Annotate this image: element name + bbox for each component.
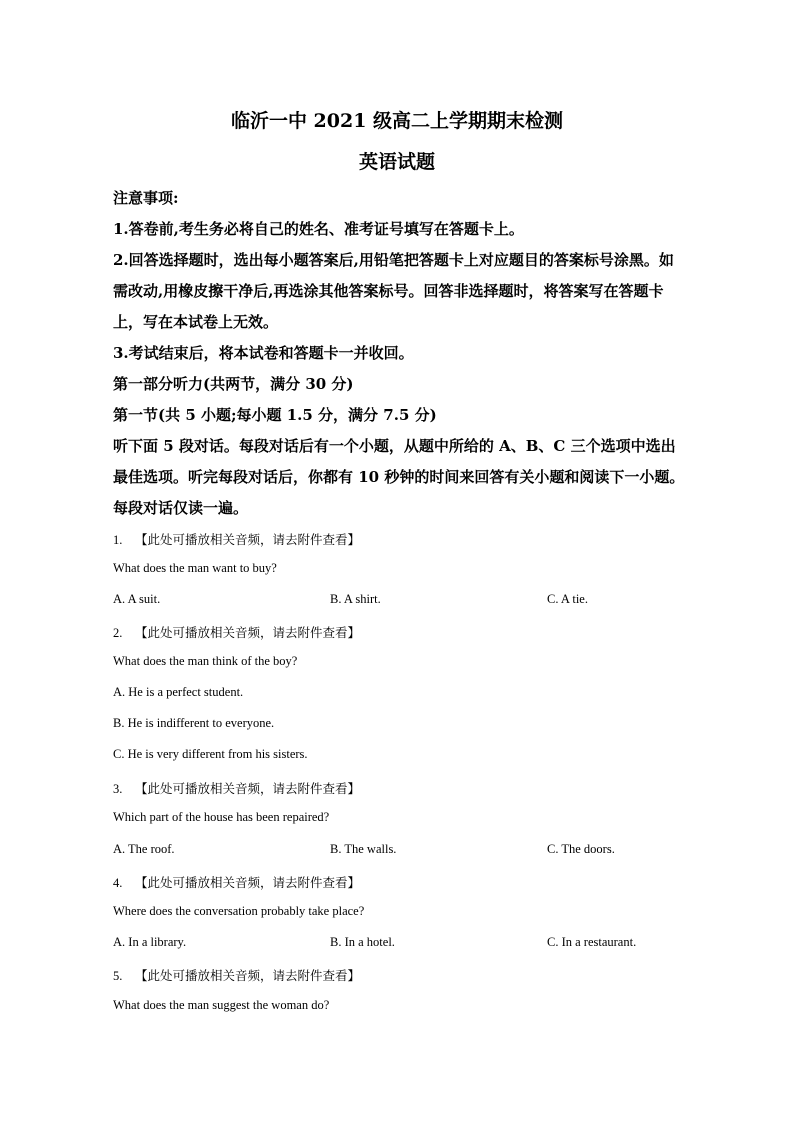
question-4-text: Where does the conversation probably take place?	[113, 904, 365, 918]
audio-placeholder: 【此处可播放相关音频，请去附件查看】	[135, 782, 361, 796]
question-1-option-a: A. A suit.	[113, 592, 161, 606]
question-4-option-b: B. In a hotel.	[330, 935, 395, 949]
question-number: 3.	[113, 782, 123, 796]
notice-line: 2.回答选择题时，选出每小题答案后,用铅笔把答题卡上对应题目的答案标号涂黑。如	[113, 251, 674, 269]
question-3-option-b: B. The walls.	[330, 842, 397, 856]
audio-placeholder: 【此处可播放相关音频，请去附件查看】	[135, 533, 361, 547]
question-4-audio[interactable]	[113, 873, 360, 891]
instruction-line: 每段对话仅读一遍。	[113, 499, 249, 517]
instruction-line: 听下面 5 段对话。每段对话后有一个小题，从题中所给的 A、B、C 三个选项中选出	[113, 437, 676, 455]
subsection-heading: 第一节(共 5 小题;每小题 1.5 分，满分 7.5 分)	[113, 406, 437, 424]
question-5-audio[interactable]	[113, 966, 360, 984]
question-4-option-c: C. In a restaurant.	[547, 935, 637, 949]
notice-section	[113, 183, 713, 524]
question-5-text: What does the man suggest the woman do?	[113, 998, 330, 1012]
question-2-audio[interactable]	[113, 623, 360, 641]
notice-line: 需改动,用橡皮擦干净后,再选涂其他答案标号。回答非选择题时，将答案写在答题卡	[113, 282, 664, 300]
question-2-option-a: A. He is a perfect student.	[113, 685, 244, 699]
question-number: 2.	[113, 626, 123, 640]
notice-line: 1.答卷前,考生务必将自己的姓名、准考证号填写在答题卡上。	[113, 220, 524, 238]
question-number: 5.	[113, 969, 123, 983]
question-number: 4.	[113, 876, 123, 890]
question-1-option-c: C. A tie.	[547, 592, 588, 606]
question-3-text: Which part of the house has been repaired?	[113, 810, 330, 824]
exam-title: 临沂一中 2021 级高二上学期期末检测	[230, 110, 564, 132]
instruction-line: 最佳选项。听完每段对话后，你都有 10 秒钟的时间来回答有关小题和阅读下一小题。	[113, 468, 685, 486]
question-3-audio[interactable]	[113, 779, 360, 797]
question-1-option-b: B. A shirt.	[330, 592, 381, 606]
question-2-option-c: C. He is very different from his sisters.	[113, 747, 308, 761]
notice-line: 上，写在本试卷上无效。	[113, 313, 279, 331]
question-1-text: What does the man want to buy?	[113, 561, 277, 575]
question-number: 1.	[113, 533, 123, 547]
question-4-option-a: A. In a library.	[113, 935, 187, 949]
question-3-option-a: A. The roof.	[113, 842, 175, 856]
notice-line: 3.考试结束后，将本试卷和答题卡一并收回。	[113, 344, 414, 362]
question-1-audio[interactable]	[113, 530, 360, 548]
question-2-text: What does the man think of the boy?	[113, 654, 298, 668]
notice-heading: 注意事项:	[113, 189, 179, 207]
audio-placeholder: 【此处可播放相关音频，请去附件查看】	[135, 876, 361, 890]
question-2-option-b: B. He is indifferent to everyone.	[113, 716, 275, 730]
exam-subtitle: 英语试题	[358, 151, 435, 173]
question-3-option-c: C. The doors.	[547, 842, 615, 856]
audio-placeholder: 【此处可播放相关音频，请去附件查看】	[135, 626, 361, 640]
audio-placeholder: 【此处可播放相关音频，请去附件查看】	[135, 969, 361, 983]
section-heading: 第一部分听力(共两节，满分 30 分)	[113, 375, 354, 393]
